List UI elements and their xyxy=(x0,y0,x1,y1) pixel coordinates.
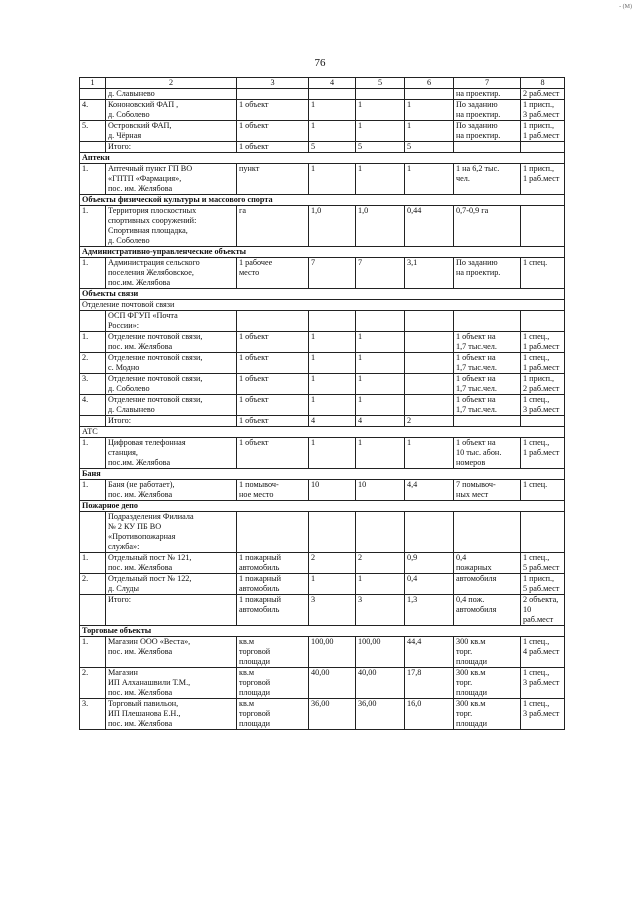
section-header-row xyxy=(80,469,565,480)
table-cell: Отделение почтовой связи, д. Соболево xyxy=(106,374,237,395)
table-cell: 1 xyxy=(356,164,405,195)
table-cell: пункт xyxy=(237,164,309,195)
subsection-row xyxy=(80,300,565,311)
table-cell xyxy=(80,311,106,332)
section-header-row xyxy=(80,501,565,512)
table-cell xyxy=(405,353,454,374)
table-row xyxy=(80,438,565,469)
table-row xyxy=(80,142,565,153)
table-cell: 1. xyxy=(80,258,106,289)
table-cell: По заданию на проектир. xyxy=(454,258,521,289)
table-row xyxy=(80,553,565,574)
header-cell: 1 xyxy=(80,78,106,89)
table-cell xyxy=(80,416,106,427)
table-cell: Торговый павильон, ИП Плешанова Е.Н., пос. им. Желябова xyxy=(106,699,237,730)
section-title: Торговые объекты xyxy=(80,626,565,637)
table-row xyxy=(80,332,565,353)
table-cell: 0,4 пож. автомобиля xyxy=(454,595,521,626)
table-cell: Отделение почтовой связи, пос. им. Желябова xyxy=(106,332,237,353)
table-cell: Итого: xyxy=(106,595,237,626)
table-cell: 1 на 6,2 тыс. чел. xyxy=(454,164,521,195)
table-cell: 1 спец. xyxy=(521,258,565,289)
table-cell: 1 объект xyxy=(237,100,309,121)
table-cell: По заданию на проектир. xyxy=(454,121,521,142)
table-row xyxy=(80,374,565,395)
header-cell: 7 xyxy=(454,78,521,89)
table-cell xyxy=(80,142,106,153)
table-cell: 1 спец., 1 раб.мест xyxy=(521,353,565,374)
table-cell: 300 кв.м торг. площади xyxy=(454,668,521,699)
table-cell: 300 кв.м торг. площади xyxy=(454,637,521,668)
table-cell: 4. xyxy=(80,100,106,121)
page-number: 76 xyxy=(314,57,326,69)
table-cell: 1,0 xyxy=(356,206,405,247)
subsection-row xyxy=(80,427,565,438)
table-cell: 0,7-0,9 га xyxy=(454,206,521,247)
table-cell: 1 спец., 1 раб.мест xyxy=(521,438,565,469)
table-cell: 1 присп., 2 раб.мест xyxy=(521,374,565,395)
table-cell: Территория плоскостных спортивных сооружений: Спортивная площадка, д. Соболево xyxy=(106,206,237,247)
table-cell: 2 раб.мест xyxy=(521,89,565,100)
table-cell: 1. xyxy=(80,332,106,353)
table-row xyxy=(80,395,565,416)
table-cell: Кононовский ФАП , д. Соболево xyxy=(106,100,237,121)
table-cell: 0,9 xyxy=(405,553,454,574)
table-cell: 1 рабочее место xyxy=(237,258,309,289)
table-cell xyxy=(309,89,356,100)
table-cell: Отдельный пост № 122, д. Слуды xyxy=(106,574,237,595)
table-cell: По заданию на проектир. xyxy=(454,100,521,121)
table-cell: Отделение почтовой связи, д. Славынево xyxy=(106,395,237,416)
table-row xyxy=(80,164,565,195)
table-cell: 1 xyxy=(309,574,356,595)
table-cell: ОСП ФГУП «Почта России»: xyxy=(106,311,237,332)
table-row xyxy=(80,311,565,332)
table-cell: 1 xyxy=(309,374,356,395)
table-cell: 1 спец. xyxy=(521,480,565,501)
table-cell xyxy=(454,142,521,153)
section-header-row xyxy=(80,195,565,206)
table-cell: 2 xyxy=(356,553,405,574)
table-cell xyxy=(405,311,454,332)
table-cell: 5 xyxy=(309,142,356,153)
table-cell: 1 спец., 4 раб.мест xyxy=(521,637,565,668)
header-cell: 5 xyxy=(356,78,405,89)
section-title: Объекты физической культуры и массового спорта xyxy=(80,195,565,206)
section-header-row xyxy=(80,626,565,637)
table-cell: 1 объект xyxy=(237,438,309,469)
table-cell xyxy=(405,374,454,395)
table-cell xyxy=(521,311,565,332)
table-cell: 1 xyxy=(405,100,454,121)
table-cell xyxy=(521,416,565,427)
table-row xyxy=(80,512,565,553)
table-cell: 1 спец., 5 раб.мест xyxy=(521,553,565,574)
table-cell xyxy=(80,89,106,100)
table-row xyxy=(80,668,565,699)
table-cell: 1 спец., 3 раб.мест xyxy=(521,395,565,416)
table-cell xyxy=(237,89,309,100)
table-cell: 1 xyxy=(405,164,454,195)
table-cell: 7 xyxy=(309,258,356,289)
header-cell: 8 xyxy=(521,78,565,89)
table-cell: 1 xyxy=(309,164,356,195)
table-cell: 1 xyxy=(356,332,405,353)
section-title: Административно-управленческие объекты xyxy=(80,247,565,258)
table-cell: 1 xyxy=(309,438,356,469)
table-cell: 1 объект на 1,7 тыс.чел. xyxy=(454,374,521,395)
table-cell xyxy=(356,89,405,100)
table-cell: 1 xyxy=(356,374,405,395)
table-cell: 1 помывоч- ное место xyxy=(237,480,309,501)
table-row xyxy=(80,574,565,595)
table-row xyxy=(80,353,565,374)
table-cell: 2. xyxy=(80,353,106,374)
table-cell: 1. xyxy=(80,637,106,668)
table-cell: 1 присп., 5 раб.мест xyxy=(521,574,565,595)
section-header-row xyxy=(80,153,565,164)
table-row xyxy=(80,416,565,427)
table-cell: 0,4 xyxy=(405,574,454,595)
table-cell: 0,4 пожарных xyxy=(454,553,521,574)
table-cell: кв.м торговой площади xyxy=(237,699,309,730)
table-cell: 1 объект xyxy=(237,142,309,153)
table-cell: автомобиля xyxy=(454,574,521,595)
table-cell: Администрация сельского поселения Желябовское, пос.им. Желябова xyxy=(106,258,237,289)
table-cell: 2 объекта, 10 раб.мест xyxy=(521,595,565,626)
table-cell xyxy=(405,332,454,353)
table-cell: 10 xyxy=(309,480,356,501)
table-cell: 1 присп., 1 раб.мест xyxy=(521,121,565,142)
table-cell: 5 xyxy=(405,142,454,153)
table-cell: 3 xyxy=(356,595,405,626)
table-cell xyxy=(454,311,521,332)
table-cell: 1 объект xyxy=(237,121,309,142)
table-row xyxy=(80,100,565,121)
table-cell xyxy=(521,206,565,247)
section-title: Пожарное депо xyxy=(80,501,565,512)
table-cell: 1 объект на 10 тыс. абон. номеров xyxy=(454,438,521,469)
table-cell: Подразделения Филиала № 2 КУ ПБ ВО «Противопожарная служба»: xyxy=(106,512,237,553)
table-cell: 1 xyxy=(309,332,356,353)
table-cell: Отделение почтовой связи, с. Модно xyxy=(106,353,237,374)
table-row xyxy=(80,206,565,247)
table-cell: 1 пожарный автомобиль xyxy=(237,553,309,574)
table-cell xyxy=(309,512,356,553)
table-cell xyxy=(521,512,565,553)
table-cell: кв.м торговой площади xyxy=(237,668,309,699)
table-cell: 1. xyxy=(80,480,106,501)
section-header-row xyxy=(80,289,565,300)
table-cell: 1 xyxy=(356,438,405,469)
table-cell xyxy=(80,512,106,553)
table-cell: 1 xyxy=(356,574,405,595)
table-cell: на проектир. xyxy=(454,89,521,100)
table-cell: 1. xyxy=(80,438,106,469)
table-cell: Итого: xyxy=(106,142,237,153)
table-cell: 3. xyxy=(80,374,106,395)
table-row xyxy=(80,637,565,668)
table-cell: 1 пожарный автомобиль xyxy=(237,574,309,595)
table-cell xyxy=(521,142,565,153)
table-cell: 7 xyxy=(356,258,405,289)
table-cell xyxy=(356,311,405,332)
table-cell: 3. xyxy=(80,699,106,730)
table-row xyxy=(80,699,565,730)
table-row xyxy=(80,258,565,289)
table-cell: 1 xyxy=(356,395,405,416)
table-cell: Аптечный пункт ГП ВО «ГПТП «Фармация», пос. им. Желябова xyxy=(106,164,237,195)
table-cell: 1,3 xyxy=(405,595,454,626)
table-cell: 100,00 xyxy=(356,637,405,668)
table-cell xyxy=(405,89,454,100)
corner-mark: - (М) xyxy=(619,4,632,10)
table-cell: 2 xyxy=(405,416,454,427)
header-row xyxy=(80,78,565,89)
table-cell: 1 xyxy=(356,121,405,142)
table-cell: Островский ФАП, д. Чёрная xyxy=(106,121,237,142)
table-cell: 1. xyxy=(80,164,106,195)
table-row xyxy=(80,595,565,626)
table-cell: 40,00 xyxy=(309,668,356,699)
section-title: Баня xyxy=(80,469,565,480)
section-title: Объекты связи xyxy=(80,289,565,300)
header-cell: 2 xyxy=(106,78,237,89)
table-cell: 300 кв.м торг. площади xyxy=(454,699,521,730)
table-cell xyxy=(309,311,356,332)
table-cell: 1. xyxy=(80,206,106,247)
table-cell: 0,44 xyxy=(405,206,454,247)
table-cell: 4,4 xyxy=(405,480,454,501)
table-cell: 17,8 xyxy=(405,668,454,699)
table-cell: д. Славынево xyxy=(106,89,237,100)
table-cell: 7 помывоч- ных мест xyxy=(454,480,521,501)
section-title: Аптеки xyxy=(80,153,565,164)
table-cell: 1 спец., 3 раб.мест xyxy=(521,699,565,730)
table-cell xyxy=(356,512,405,553)
header-cell: 3 xyxy=(237,78,309,89)
table-cell: 5. xyxy=(80,121,106,142)
table-cell xyxy=(237,512,309,553)
table-cell: 1 xyxy=(405,121,454,142)
table-cell: Цифровая телефонная станция, пос.им. Желябова xyxy=(106,438,237,469)
table-cell: га xyxy=(237,206,309,247)
table-cell: 1 объект xyxy=(237,395,309,416)
table-cell xyxy=(454,416,521,427)
subsection-title: Отделение почтовой связи xyxy=(80,300,565,311)
table-cell: 1 xyxy=(309,395,356,416)
table-cell: 2. xyxy=(80,574,106,595)
table-cell: 1 xyxy=(356,100,405,121)
table-cell: 1 xyxy=(309,353,356,374)
table-cell: Баня (не работает), пос. им. Желябова xyxy=(106,480,237,501)
table-cell: 1 объект xyxy=(237,374,309,395)
table-cell: 1 присп., 1 раб.мест xyxy=(521,164,565,195)
table-cell: 1,0 xyxy=(309,206,356,247)
table-cell: 1 спец., 3 раб.мест xyxy=(521,668,565,699)
table-cell: 1 присп., 3 раб.мест xyxy=(521,100,565,121)
header-cell: 6 xyxy=(405,78,454,89)
table-cell: 1. xyxy=(80,553,106,574)
table-cell: 4. xyxy=(80,395,106,416)
table-cell: 44,4 xyxy=(405,637,454,668)
table-cell xyxy=(80,595,106,626)
table-cell: 1 объект xyxy=(237,416,309,427)
table-cell xyxy=(237,311,309,332)
table-cell: 1 объект xyxy=(237,353,309,374)
section-header-row xyxy=(80,247,565,258)
table-cell: 4 xyxy=(309,416,356,427)
table-row xyxy=(80,89,565,100)
table-cell xyxy=(405,395,454,416)
table-cell: 4 xyxy=(356,416,405,427)
table-cell: 100,00 xyxy=(309,637,356,668)
subsection-title: АТС xyxy=(80,427,565,438)
table-cell: 36,00 xyxy=(309,699,356,730)
table-cell: Итого: xyxy=(106,416,237,427)
table-cell: 1 xyxy=(405,438,454,469)
table-cell: 36,00 xyxy=(356,699,405,730)
table-cell: 1 xyxy=(356,353,405,374)
table-cell: 10 xyxy=(356,480,405,501)
table-cell: 1 объект на 1,7 тыс.чел. xyxy=(454,395,521,416)
table-cell: 3 xyxy=(309,595,356,626)
table-cell: 2. xyxy=(80,668,106,699)
table-cell: Отдельный пост № 121, пос. им. Желябова xyxy=(106,553,237,574)
table-cell: 1 xyxy=(309,100,356,121)
table-cell: Магазин ИП Алханашвили Т.М., пос. им. Желябова xyxy=(106,668,237,699)
table-row xyxy=(80,121,565,142)
table-cell xyxy=(405,512,454,553)
table-cell: 1 пожарный автомобиль xyxy=(237,595,309,626)
table-cell: 40,00 xyxy=(356,668,405,699)
table-cell: 3,1 xyxy=(405,258,454,289)
facilities-table xyxy=(79,77,565,730)
table-row xyxy=(80,480,565,501)
table-cell: Магазин ООО «Веста», пос. им. Желябова xyxy=(106,637,237,668)
table-cell: 1 объект на 1,7 тыс.чел. xyxy=(454,332,521,353)
header-cell: 4 xyxy=(309,78,356,89)
table-cell: кв.м торговой площади xyxy=(237,637,309,668)
table-cell: 1 спец., 1 раб.мест xyxy=(521,332,565,353)
table-cell: 1 объект xyxy=(237,332,309,353)
table-cell: 1 xyxy=(309,121,356,142)
table-cell: 16,0 xyxy=(405,699,454,730)
table-cell xyxy=(454,512,521,553)
table-cell: 2 xyxy=(309,553,356,574)
table-cell: 5 xyxy=(356,142,405,153)
table-cell: 1 объект на 1,7 тыс.чел. xyxy=(454,353,521,374)
